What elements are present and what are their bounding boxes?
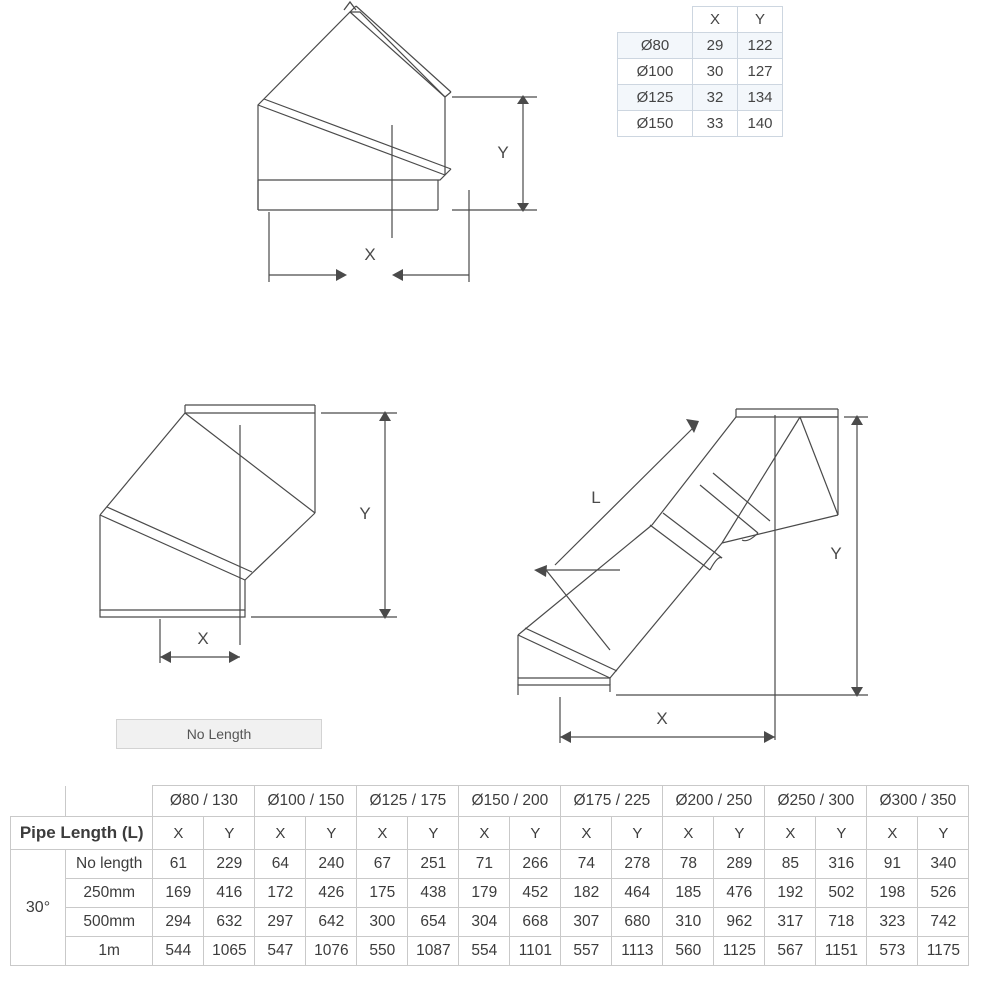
cell: 962 [714, 908, 765, 937]
cell: 289 [714, 850, 765, 879]
no-length-badge [116, 719, 322, 749]
cell-x: 32 [693, 85, 738, 111]
xy-header-y-4: Y [612, 817, 663, 850]
cell: 502 [816, 879, 867, 908]
cell: 642 [306, 908, 357, 937]
cell: 310 [663, 908, 714, 937]
cell: 452 [510, 879, 561, 908]
cell: 240 [306, 850, 357, 879]
cell: 560 [663, 937, 714, 966]
cell: 91 [867, 850, 918, 879]
cell: 179 [459, 879, 510, 908]
cell: 323 [867, 908, 918, 937]
cell: 554 [459, 937, 510, 966]
cell: 67 [357, 850, 408, 879]
top-dimension-table [617, 6, 783, 137]
xy-header-x-2: X [357, 817, 408, 850]
cell: 175 [357, 879, 408, 908]
cell: 172 [255, 879, 306, 908]
dim-label-x-top: X [364, 245, 376, 264]
cell-x: 30 [693, 59, 738, 85]
xy-header-y-7: Y [918, 817, 969, 850]
group-header-7: Ø300 / 350 [867, 786, 969, 817]
xy-header-x-7: X [867, 817, 918, 850]
table-row [618, 59, 783, 85]
cell: 1175 [918, 937, 969, 966]
pipe-length-label: Pipe Length (L) [11, 817, 153, 850]
group-header-1: Ø100 / 150 [255, 786, 357, 817]
row-label: No length [66, 850, 153, 879]
cell: 85 [765, 850, 816, 879]
xy-header-x-4: X [561, 817, 612, 850]
cell: 78 [663, 850, 714, 879]
table-xy-header-row [11, 817, 969, 850]
cell: 317 [765, 908, 816, 937]
dim-label-x-mid: X [197, 629, 209, 648]
cell: 229 [204, 850, 255, 879]
row-label: 1m [66, 937, 153, 966]
cell: 547 [255, 937, 306, 966]
cell: 71 [459, 850, 510, 879]
table-row [618, 111, 783, 137]
xy-header-x-1: X [255, 817, 306, 850]
cell: 416 [204, 879, 255, 908]
cell: 668 [510, 908, 561, 937]
corner-cell-b [66, 786, 153, 817]
group-header-6: Ø250 / 300 [765, 786, 867, 817]
group-header-3: Ø150 / 200 [459, 786, 561, 817]
table-header-row [618, 7, 783, 33]
dim-label-y-right: Y [830, 544, 842, 563]
xy-header-x-3: X [459, 817, 510, 850]
cell: 182 [561, 879, 612, 908]
header-y: Y [738, 7, 783, 33]
cell: 718 [816, 908, 867, 937]
cell-y: 122 [738, 33, 783, 59]
cell: 567 [765, 937, 816, 966]
cell: 1151 [816, 937, 867, 966]
header-x: X [693, 7, 738, 33]
cell-x: 33 [693, 111, 738, 137]
cell: 198 [867, 879, 918, 908]
xy-header-y-0: Y [204, 817, 255, 850]
cell-y: 134 [738, 85, 783, 111]
cell: 192 [765, 879, 816, 908]
cell: 1113 [612, 937, 663, 966]
dim-label-y-mid: Y [359, 504, 371, 523]
cell: 169 [153, 879, 204, 908]
cell: 544 [153, 937, 204, 966]
group-header-5: Ø200 / 250 [663, 786, 765, 817]
cell: 526 [918, 879, 969, 908]
cell: 340 [918, 850, 969, 879]
cell: 294 [153, 908, 204, 937]
table-row [618, 85, 783, 111]
xy-header-y-2: Y [408, 817, 459, 850]
dim-label-x-right: X [656, 709, 668, 728]
table-row [11, 879, 969, 908]
cell: 426 [306, 879, 357, 908]
table-row [11, 908, 969, 937]
cell-x: 29 [693, 33, 738, 59]
cell: 1125 [714, 937, 765, 966]
table-corner-cell [618, 7, 693, 33]
group-header-0: Ø80 / 130 [153, 786, 255, 817]
dim-label-l-right: L [591, 488, 601, 507]
cell: 557 [561, 937, 612, 966]
row-label: 250mm [66, 879, 153, 908]
table-row [11, 850, 969, 879]
diagram-middle-left [85, 395, 425, 685]
row-label: Ø100 [618, 59, 693, 85]
cell: 266 [510, 850, 561, 879]
cell: 654 [408, 908, 459, 937]
cell: 278 [612, 850, 663, 879]
group-header-2: Ø125 / 175 [357, 786, 459, 817]
row-label: Ø150 [618, 111, 693, 137]
row-label: Ø125 [618, 85, 693, 111]
dim-label-y-top: Y [497, 143, 509, 162]
cell: 573 [867, 937, 918, 966]
diagram-right [500, 395, 900, 765]
cell: 476 [714, 879, 765, 908]
xy-header-x-6: X [765, 817, 816, 850]
xy-header-x-0: X [153, 817, 204, 850]
cell: 632 [204, 908, 255, 937]
cell: 61 [153, 850, 204, 879]
angle-label: 30° [11, 850, 66, 966]
cell: 438 [408, 879, 459, 908]
cell: 304 [459, 908, 510, 937]
cell: 1087 [408, 937, 459, 966]
xy-header-y-6: Y [816, 817, 867, 850]
cell: 1065 [204, 937, 255, 966]
xy-header-y-1: Y [306, 817, 357, 850]
cell: 742 [918, 908, 969, 937]
table-row [618, 33, 783, 59]
diagram-top [240, 0, 570, 300]
cell: 74 [561, 850, 612, 879]
corner-cell-a [11, 786, 66, 817]
xy-header-x-5: X [663, 817, 714, 850]
cell: 1101 [510, 937, 561, 966]
row-label: Ø80 [618, 33, 693, 59]
table-row [11, 937, 969, 966]
row-label: 500mm [66, 908, 153, 937]
cell-y: 127 [738, 59, 783, 85]
cell: 316 [816, 850, 867, 879]
xy-header-y-5: Y [714, 817, 765, 850]
cell: 251 [408, 850, 459, 879]
cell: 64 [255, 850, 306, 879]
xy-header-y-3: Y [510, 817, 561, 850]
cell: 300 [357, 908, 408, 937]
no-length-label: No Length [186, 726, 252, 742]
cell-y: 140 [738, 111, 783, 137]
group-header-4: Ø175 / 225 [561, 786, 663, 817]
cell: 464 [612, 879, 663, 908]
cell: 297 [255, 908, 306, 937]
cell: 680 [612, 908, 663, 937]
cell: 1076 [306, 937, 357, 966]
table-group-header-row [11, 786, 969, 817]
pipe-length-table [10, 785, 969, 966]
cell: 185 [663, 879, 714, 908]
cell: 307 [561, 908, 612, 937]
cell: 550 [357, 937, 408, 966]
